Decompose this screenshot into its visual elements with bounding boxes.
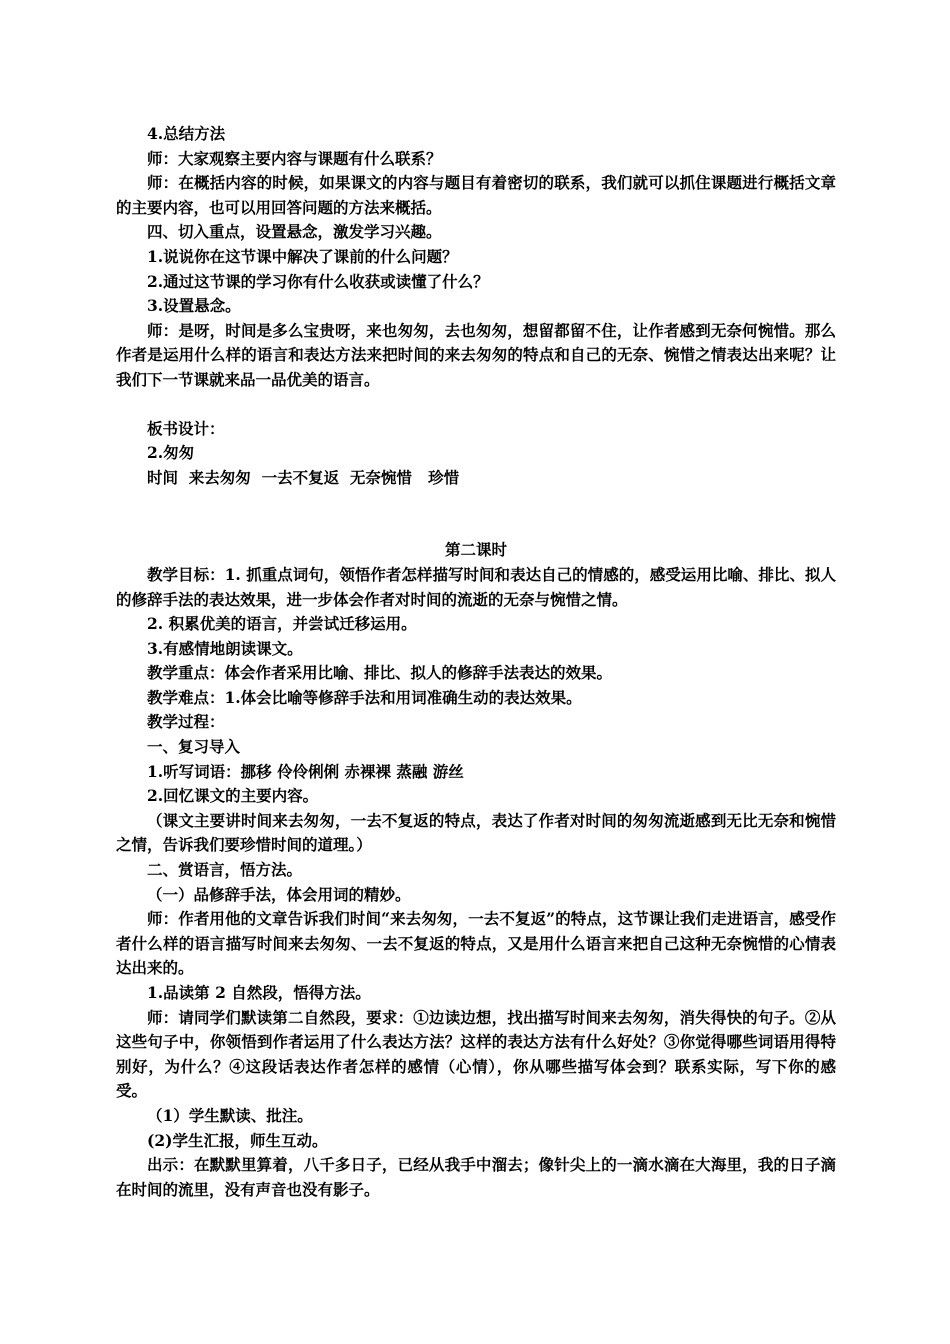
board-title: 2.匆匆 xyxy=(147,443,195,463)
paragraph: 师：大家观察主要内容与课题有什么联系？ xyxy=(147,148,442,168)
teaching-difficulty: 教学难点：1.体会比喻等修辞手法和用词准确生动的表达效果。 xyxy=(147,687,582,707)
list-item: 3.设置悬念。 xyxy=(147,296,241,316)
list-item: 1.听写词语：挪移 伶伶俐俐 赤裸裸 蒸融 游丝 xyxy=(147,761,464,781)
spacer xyxy=(116,393,836,417)
heading-summary-method: 4.总结方法 xyxy=(147,124,226,143)
section-heading: 二、赏语言，悟方法。 xyxy=(147,860,303,880)
section-heading: 一、复习导入 xyxy=(147,737,241,757)
spacer xyxy=(116,490,836,538)
list-item: 2.回忆课文的主要内容。 xyxy=(147,786,319,806)
list-item: 2. 积累优美的语言，并尝试迁移运用。 xyxy=(147,614,417,634)
lesson-title: 第二课时 xyxy=(444,540,507,560)
teaching-process-label: 教学过程： xyxy=(147,712,225,732)
section-heading: 四、切入重点，设置悬念，激发学习兴趣。 xyxy=(147,222,442,242)
subsection-heading: （一）品修辞手法，体会用词的精妙。 xyxy=(147,884,411,904)
document-page xyxy=(116,122,836,1202)
list-item: 2.通过这节课的学习你有什么收获或读懂了什么？ xyxy=(147,271,489,291)
board-design-label: 板书设计： xyxy=(147,418,225,438)
teaching-focus: 教学重点：体会作者采用比喻、排比、拟人的修辞手法表达的效果。 xyxy=(147,663,613,683)
paragraph: 出示：在默默里算着，八千多日子，已经从我手中溜去；像针尖上的一滴水滴在大海里，我的日子滴在时间的流里，没有声音也没有影子。 xyxy=(116,1155,836,1199)
paragraph: 师：请同学们默读第二自然段，要求：①边读边想，找出描写时间来去匆匆，消失得快的句子。②从这些句子中，你领悟到作者运用了什么表达方法？这样的表达方法有什么好处？③你觉得哪些词语用得特别好，为什么？④这段话表达作者怎样的感情（心情），你从哪些描写体会到？联系实际，写下你的感受。 xyxy=(116,1007,836,1101)
teaching-goals: 教学目标：1. 抓重点词句，领悟作者怎样描写时间和表达自己的情感的，感受运用比喻、排比、拟人的修辞手法的表达效果，进一步体会作者对时间的流逝的无奈与惋惜之情。 xyxy=(116,564,836,609)
list-item: (2)学生汇报，师生互动。 xyxy=(147,1130,328,1150)
paragraph: 师：是呀，时间是多么宝贵呀，来也匆匆，去也匆匆，想留都留不住，让作者感到无奈何惋惜。那么作者是运用什么样的语言和表达方法来把时间的来去匆匆的特点和自己的无奈、惋惜之情表达出来呢？让我们下一节课就来品一品优美的语言。 xyxy=(116,320,836,389)
paragraph: （课文主要讲时间来去匆匆，一去不复返的特点，表达了作者对时间的匆匆流逝感到无比无奈和惋惜之情，告诉我们要珍惜时间的道理。） xyxy=(116,810,836,855)
list-item: （1）学生默读、批注。 xyxy=(147,1105,313,1125)
paragraph: 师：在概括内容的时候，如果课文的内容与题目有着密切的联系，我们就可以抓住课题进行概括文章的主要内容，也可以用回答问题的方法来概括。 xyxy=(116,173,836,217)
list-item: 1.说说你在这节课中解决了课前的什么问题？ xyxy=(147,246,458,266)
list-item: 1.品读第 2 自然段，悟得方法。 xyxy=(147,983,371,1002)
paragraph: 师：作者用他的文章告诉我们时间“来去匆匆，一去不复返”的特点，这节课让我们走进语言，感受作者什么样的语言描写时间来去匆匆、一去不复返的特点，又是用什么语言来把自己这种无奈惋惜的心情表达出来的。 xyxy=(116,909,836,978)
board-keywords: 时间 来去匆匆 一去不复返 无奈惋惜 珍惜 xyxy=(147,467,460,487)
list-item: 3.有感情地朗读课文。 xyxy=(147,638,303,658)
